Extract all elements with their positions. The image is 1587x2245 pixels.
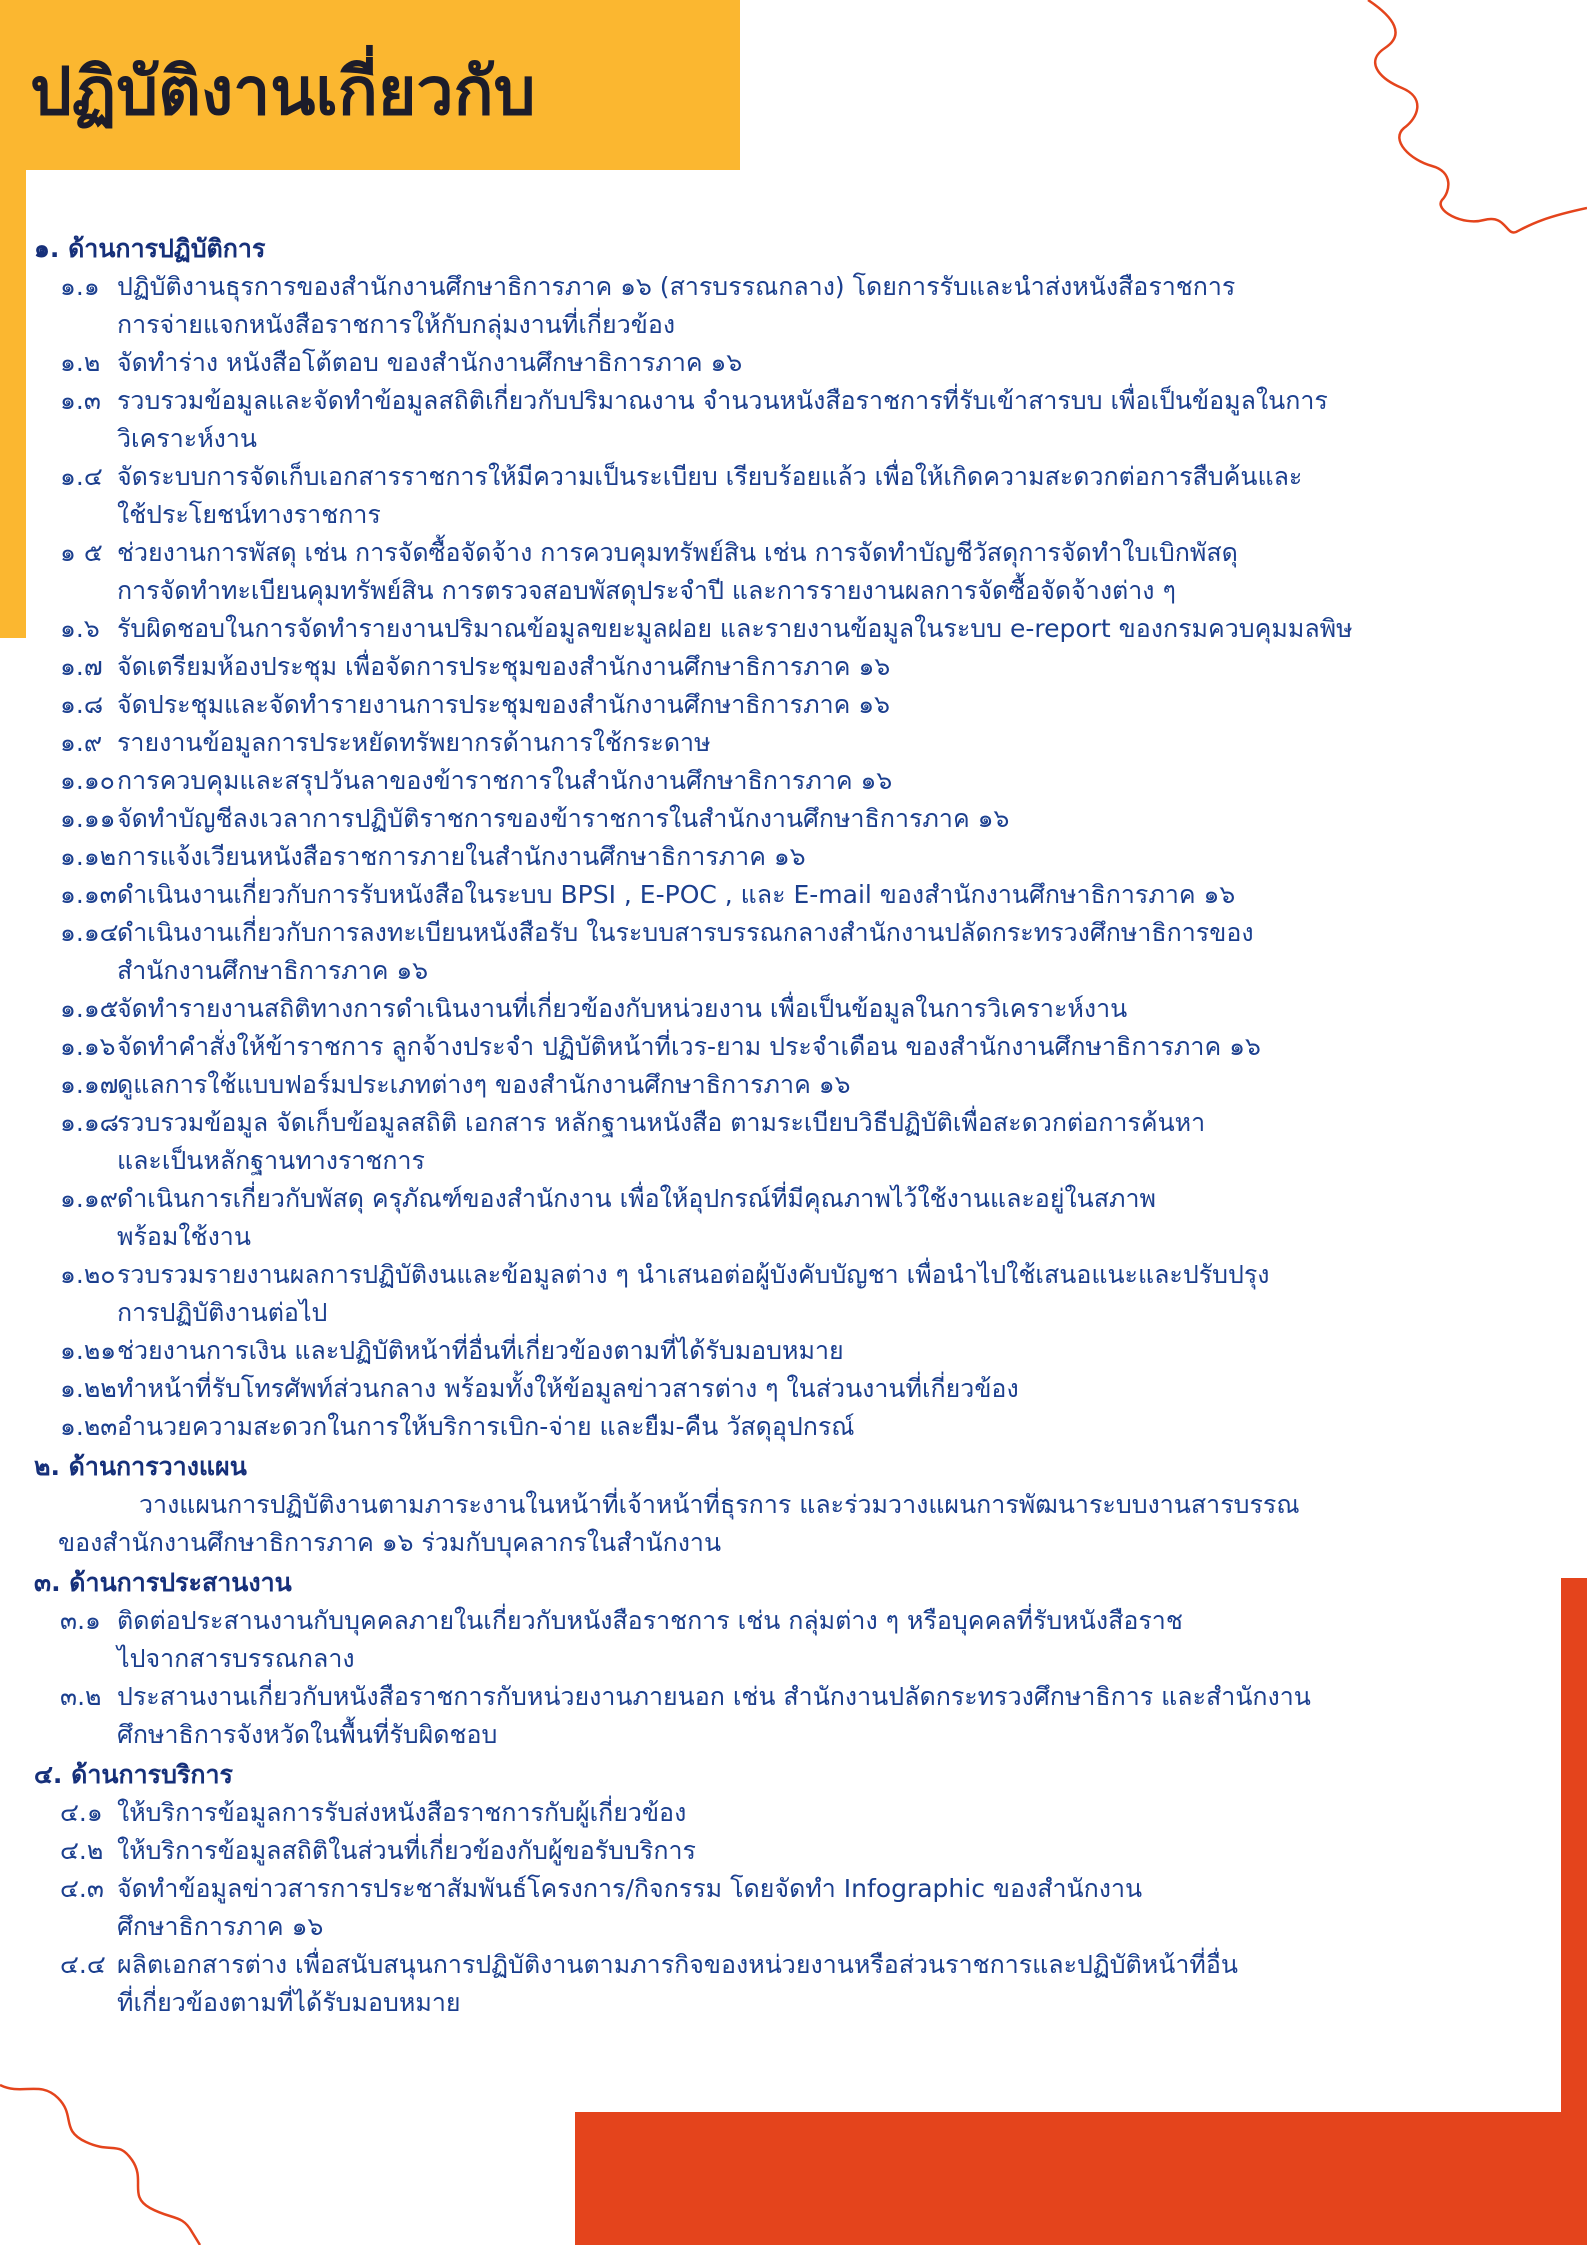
item-number: ๔.๔ [60,1950,106,1979]
item-number: ๑.๒๒ [60,1374,117,1403]
item-number: ๑.๑๖ [60,1032,116,1061]
list-item [34,876,1564,914]
item-text: การควบคุมและสรุปวันลาของข้าราชการในสำนักงานศึกษาธิการภาค ๑๖ [117,766,893,795]
item-text: ผลิตเอกสารต่าง เพื่อสนับสนุนการปฏิบัติงานตามภารกิจของหน่วยงานหรือส่วนราชการและปฏิบัติหน้าที่อื่น [117,1950,1238,1979]
section-heading-operations: ๑. ด้านการปฏิบัติการ [34,234,266,263]
item-number: ๑.๒๑ [60,1336,117,1365]
content-body [34,228,1564,2022]
item-number: ๔.๓ [60,1874,104,1903]
list-item [34,724,1564,762]
item-text: การแจ้งเวียนหนังสือราชการภายในสำนักงานศึกษาธิการภาค ๑๖ [117,842,806,871]
list-item [34,1946,1564,2022]
item-number: ๑.๙ [60,728,103,757]
list-item [34,1370,1564,1408]
item-text: รวบรวมข้อมูล จัดเก็บข้อมูลสถิติ เอกสาร หลักฐานหนังสือ ตามระเบียบวิธีปฏิบัติเพื่อสะดวกต่อการค้นหา [117,1108,1206,1137]
list-item [34,1678,1564,1754]
item-text: ช่วยงานการเงิน และปฏิบัติหน้าที่อื่นที่เกี่ยวข้องตามที่ได้รับมอบหมาย [117,1336,844,1365]
item-number: ๑.๑๗ [60,1070,119,1099]
item-number: ๑.๔ [60,462,103,491]
list-item [34,1180,1564,1256]
item-text-cont: สำนักงานศึกษาธิการภาค ๑๖ [117,956,429,985]
list-item [34,838,1564,876]
item-text: จัดทำบัญชีลงเวลาการปฏิบัติราชการของข้าราชการในสำนักงานศึกษาธิการภาค ๑๖ [117,804,1010,833]
page-title: ปฏิบัติงานเกี่ยวกับ [30,53,536,130]
item-text: จัดทำคำสั่งให้ข้าราชการ ลูกจ้างประจำ ปฏิบัติหน้าที่เวร-ยาม ประจำเดือน ของสำนักงานศึกษาธิการภาค ๑๖ [117,1032,1261,1061]
item-text-cont: การจ่ายแจกหนังสือราชการให้กับกลุ่มงานที่เกี่ยวข้อง [117,310,676,339]
list-item [34,610,1564,648]
item-text-cont: การปฏิบัติงานต่อไป [117,1298,328,1327]
item-text-cont: พร้อมใช้งาน [117,1222,251,1251]
item-text-cont: ไปจากสารบรรณกลาง [117,1644,355,1673]
list-item [34,686,1564,724]
item-text: อำนวยความสะดวกในการให้บริการเบิก-จ่าย และยืม-คืน วัสดุอุปกรณ์ [117,1412,855,1441]
left-yellow-strip [0,160,26,638]
item-text: ติดต่อประสานงานกับบุคคลภายในเกี่ยวกับหนังสือราชการ เช่น กลุ่มต่าง ๆ หรือบุคคลที่รับหนังสือราช [117,1606,1183,1635]
item-text: รับผิดชอบในการจัดทำรายงานปริมาณข้อมูลขยะมูลฝอย และรายงานข้อมูลในระบบ e-report ของกรมควบคุมมลพิษ [117,614,1353,643]
list-item [34,1602,1564,1678]
section-heading-services: ๔. ด้านการบริการ [34,1760,233,1789]
item-number: ๑.๘ [60,690,104,719]
item-text: ดำเนินงานเกี่ยวกับการรับหนังสือในระบบ BPSI , E-POC , และ E-mail ของสำนักงานศึกษาธิการภาค ๑๖ [117,880,1236,909]
list-item [34,458,1564,534]
item-number: ๑.๑ [60,272,100,301]
item-number: ๑.๑๔ [60,918,119,947]
item-number: ๑.๒๐ [60,1260,116,1289]
item-number: ๑.๒ [60,348,101,377]
item-text-cont: ที่เกี่ยวข้องตามที่ได้รับมอบหมาย [117,1988,461,2017]
item-text: ให้บริการข้อมูลการรับส่งหนังสือราชการกับผู้เกี่ยวข้อง [117,1798,687,1827]
item-text-cont: ใช้ประโยชน์ทางราชการ [117,500,381,529]
item-text: รายงานข้อมูลการประหยัดทรัพยากรด้านการใช้กระดาษ [117,728,711,757]
list-item [34,344,1564,382]
item-text: รวบรวมรายงานผลการปฏิบัติงนและข้อมูลต่าง ๆ นำเสนอต่อผู้บังคับบัญชา เพื่อนำไปใช้เสนอแนะและปรับปรุง [117,1260,1270,1289]
item-number: ๑.๑๒ [60,842,117,871]
item-number: ๑.๖ [60,614,100,643]
item-number: ๑.๑๘ [60,1108,119,1137]
item-text-cont: ศึกษาธิการจังหวัดในพื้นที่รับผิดชอบ [117,1720,498,1749]
item-text: ดำเนินงานเกี่ยวกับการลงทะเบียนหนังสือรับ ในระบบสารบรรณกลางสำนักงานปลัดกระทรวงศึกษาธิการของ [117,918,1254,947]
item-text: จัดทำรายงานสถิติทางการดำเนินงานที่เกี่ยวข้องกับหน่วยงาน เพื่อเป็นข้อมูลในการวิเคราะห์งาน [117,994,1128,1023]
top-right-squiggle [1368,0,1587,232]
item-number: ๑.๓ [60,386,101,415]
paragraph-line: วางแผนการปฏิบัติงานตามภาระงานในหน้าที่เจ้าหน้าที่ธุรการ และร่วมวางแผนการพัฒนาระบบงานสารบรรณ [139,1490,1300,1519]
item-number: ๑.๑๓ [60,880,117,909]
item-text: ช่วยงานการพัสดุ เช่น การจัดซื้อจัดจ้าง การควบคุมทรัพย์สิน เช่น การจัดทำบัญชีวัสดุการจัดทำใบเบิกพัสดุ [117,538,1238,567]
section-heading-coordination: ๓. ด้านการประสานงาน [34,1568,292,1597]
list-item [34,1028,1564,1066]
paragraph-line: ของสำนักงานศึกษาธิการภาค ๑๖ ร่วมกับบุคลากรในสำนักงาน [58,1528,722,1557]
item-text-cont: และเป็นหลักฐานทางราชการ [117,1146,425,1175]
item-text: ดำเนินการเกี่ยวกับพัสดุ ครุภัณฑ์ของสำนักงาน เพื่อให้อุปกรณ์ที่มีคุณภาพไว้ใช้งานและอยู่ในสภาพ [117,1184,1157,1213]
item-text: ปฏิบัติงานธุรการของสำนักงานศึกษาธิการภาค ๑๖ (สารบรรณกลาง) โดยการรับและนำส่งหนังสือราชการ [117,272,1236,301]
item-number: ๑.๒๓ [60,1412,118,1441]
item-text-cont: การจัดทำทะเบียนคุมทรัพย์สิน การตรวจสอบพัสดุประจำปี และการรายงานผลการจัดซื้อจัดจ้างต่าง ๆ [117,576,1176,605]
list-item [34,762,1564,800]
item-number: ๑.๑๕ [60,994,119,1023]
item-text: จัดประชุมและจัดทำรายงานการประชุมของสำนักงานศึกษาธิการภาค ๑๖ [117,690,891,719]
item-text: จัดทำข้อมูลข่าวสารการประชาสัมพันธ์โครงการ/กิจกรรม โดยจัดทำ Infographic ของสำนักงาน [117,1874,1143,1903]
item-text: ประสานงานเกี่ยวกับหนังสือราชการกับหน่วยงานภายนอก เช่น สำนักงานปลัดกระทรวงศึกษาธิการ และสำนักงาน [117,1682,1311,1711]
item-number: ๔.๑ [60,1798,103,1827]
list-item [34,800,1564,838]
item-number: ๓.๒ [60,1682,102,1711]
section-heading-planning: ๒. ด้านการวางแผน [34,1452,247,1481]
item-number: ๔.๒ [60,1836,104,1865]
list-item [34,1256,1564,1332]
item-number: ๑.๑๐ [60,766,115,795]
list-item [34,648,1564,686]
list-item [34,914,1564,990]
item-number: ๓.๑ [60,1606,101,1635]
item-number: ๑.๗ [60,652,103,681]
right-red-strip [1561,1578,1587,2245]
item-number: ๑ ๕ [60,538,103,567]
list-item [34,1104,1564,1180]
item-text-cont: ศึกษาธิการภาค ๑๖ [117,1912,324,1941]
item-text: ดูแลการใช้แบบฟอร์มประเภทต่างๆ ของสำนักงานศึกษาธิการภาค ๑๖ [117,1070,851,1099]
list-item [34,1066,1564,1104]
bottom-red-block [575,2112,1587,2245]
list-item [34,1794,1564,1832]
item-text: รวบรวมข้อมูลและจัดทำข้อมูลสถิติเกี่ยวกับปริมาณงาน จำนวนหนังสือราชการที่รับเข้าสารบบ เพื่อเป็นข้อมูลในการ [117,386,1328,415]
list-item [34,1870,1564,1946]
item-text: จัดทำร่าง หนังสือโต้ตอบ ของสำนักงานศึกษาธิการภาค ๑๖ [117,348,743,377]
list-item [34,534,1564,610]
list-item [34,382,1564,458]
planning-paragraph [34,1486,1564,1562]
list-item [34,1832,1564,1870]
list-item [34,268,1564,344]
list-item [34,1408,1564,1446]
item-number: ๑.๑๙ [60,1184,118,1213]
item-number: ๑.๑๑ [60,804,116,833]
item-text: จัดเตรียมห้องประชุม เพื่อจัดการประชุมของสำนักงานศึกษาธิการภาค ๑๖ [117,652,891,681]
item-text: ให้บริการข้อมูลสถิติในส่วนที่เกี่ยวข้องกับผู้ขอรับบริการ [117,1836,696,1865]
list-item [34,1332,1564,1370]
item-text: จัดระบบการจัดเก็บเอกสารราชการให้มีความเป็นระเบียบ เรียบร้อยแล้ว เพื่อให้เกิดความสะดวกต่อการสืบค้นและ [117,462,1303,491]
list-item [34,990,1564,1028]
bottom-left-squiggle [0,2085,200,2245]
item-text: ทำหน้าที่รับโทรศัพท์ส่วนกลาง พร้อมทั้งให้ข้อมูลข่าวสารต่าง ๆ ในส่วนงานที่เกี่ยวข้อง [117,1374,1019,1403]
item-text-cont: วิเคราะห์งาน [117,424,258,453]
